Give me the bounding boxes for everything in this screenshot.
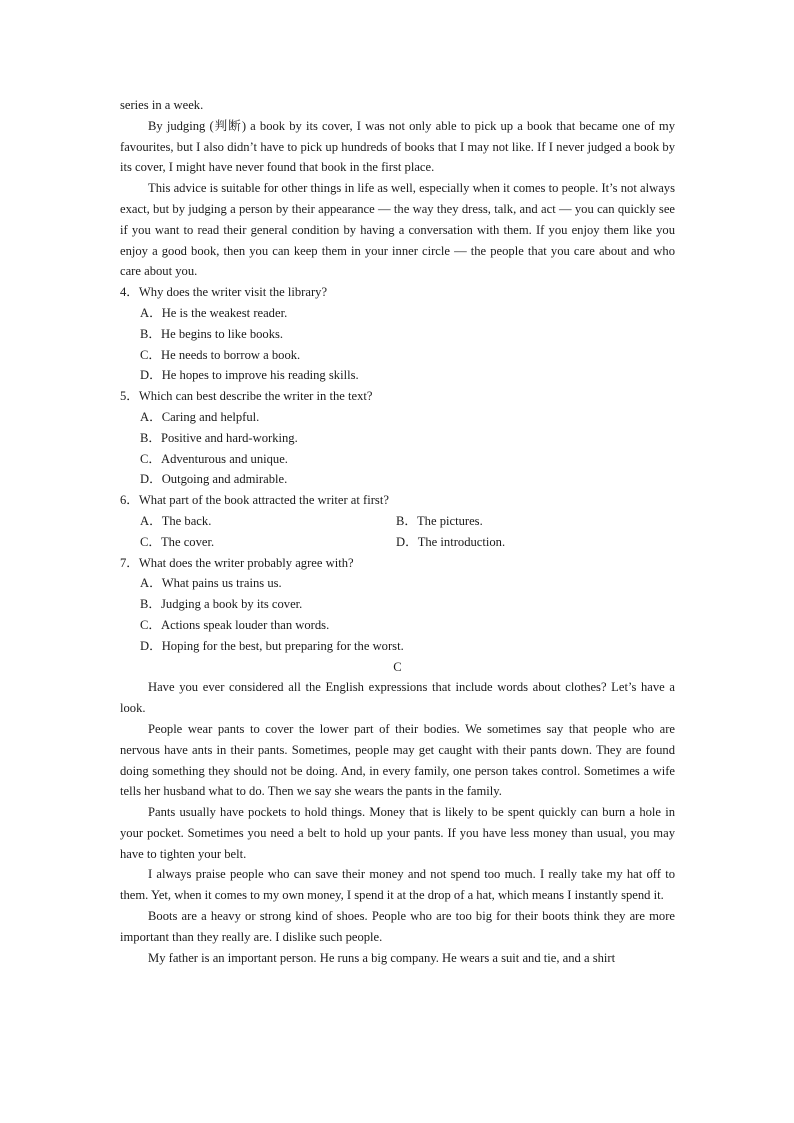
paragraph: People wear pants to cover the lower part of their bodies. We sometimes say that people who are nervous have ants in their pants. Sometimes, people may get caught with their pants down. They are found doing something they should not be doing. And, in every family, one person takes control. Sometimes a wife tells her husband what to do. Then we say she wears the pants in the family.	[120, 721, 675, 799]
paragraph: I always praise people who can save their money and not spend too much. I really take my hat off to them. Yet, when it comes to my own money, I spend it at the drop of a hat, which means I instantly spend it.	[120, 867, 675, 903]
paragraph: Pants usually have pockets to hold things. Money that is likely to be spent quickly can burn a hole in your pocket. Sometimes you need a belt to hold up your pants. If you have less money than usual, you may have to tighten your belt.	[120, 805, 675, 861]
option-c: C．Actions speak louder than words.	[140, 617, 330, 632]
paragraph: series in a week.	[120, 98, 204, 112]
option-d: D．Outgoing and admirable.	[140, 472, 288, 487]
option-d: D．Hoping for the best, but preparing for the worst.	[140, 638, 404, 653]
paragraph: My father is an important person. He runs a big company. He wears a suit and tie, and a shirt	[148, 950, 616, 965]
question-text: What does the writer probably agree with?	[138, 555, 354, 570]
option-a: A．The back.	[140, 513, 212, 528]
option-d: D．The introduction.	[396, 534, 506, 549]
question-6	[120, 490, 675, 552]
question-7	[120, 553, 675, 657]
option-row	[120, 532, 675, 553]
question-text: Why does the writer visit the library?	[138, 285, 328, 300]
document-page	[120, 95, 675, 968]
question-text: What part of the book attracted the writer at first?	[138, 493, 389, 508]
paragraph: Boots are a heavy or strong kind of shoes. People who are too big for their boots think they are more important than they really are. I dislike such people.	[120, 909, 675, 944]
paragraph: By judging (判断) a book by its cover, I was not only able to pick up a book that became one of my favourites, but I also didn’t have to pick up hundreds of books that I may not like. If I never judged a book by its cover, I might have never found that book in the first place.	[120, 118, 675, 175]
question-number: 4．	[120, 285, 139, 300]
paragraph: This advice is suitable for other things in life as well, especially when it comes to people. It’s not always exact, but by judging a person by their appearance — the way they dress, talk, and act — you can quickly see if you want to read their general condition by having a conversation with them. If you enjoy them like you enjoy a good book, then you can keep them in your inner circle — the people that you care about and who care about you.	[120, 181, 675, 279]
option-b: B．He begins to like books.	[140, 326, 284, 341]
question-number: 7．	[120, 555, 139, 570]
question-number: 6．	[120, 493, 139, 508]
option-c: C．He needs to borrow a book.	[140, 347, 301, 362]
option-a: A．He is the weakest reader.	[140, 305, 288, 320]
option-c: C．Adventurous and unique.	[140, 451, 288, 466]
paragraph: Have you ever considered all the English expressions that include words about clothes? Let’s have a look.	[120, 680, 675, 716]
question-4	[120, 282, 675, 386]
option-a: A．What pains us trains us.	[140, 576, 282, 591]
option-a: A．Caring and helpful.	[140, 409, 260, 424]
question-5	[120, 386, 675, 490]
option-c: C．The cover.	[140, 534, 215, 549]
option-row	[120, 511, 675, 532]
question-stem	[120, 490, 675, 511]
question-text: Which can best describe the writer in the text?	[138, 389, 373, 404]
question-stem	[120, 282, 675, 303]
option-b: B．The pictures.	[396, 513, 483, 528]
option-d: D．He hopes to improve his reading skills.	[140, 368, 359, 383]
question-stem	[120, 553, 675, 574]
question-stem	[120, 386, 675, 407]
option-b: B．Positive and hard-working.	[140, 430, 298, 445]
option-b: B．Judging a book by its cover.	[140, 597, 303, 612]
question-number: 5．	[120, 389, 139, 404]
section-heading: C	[393, 659, 402, 674]
